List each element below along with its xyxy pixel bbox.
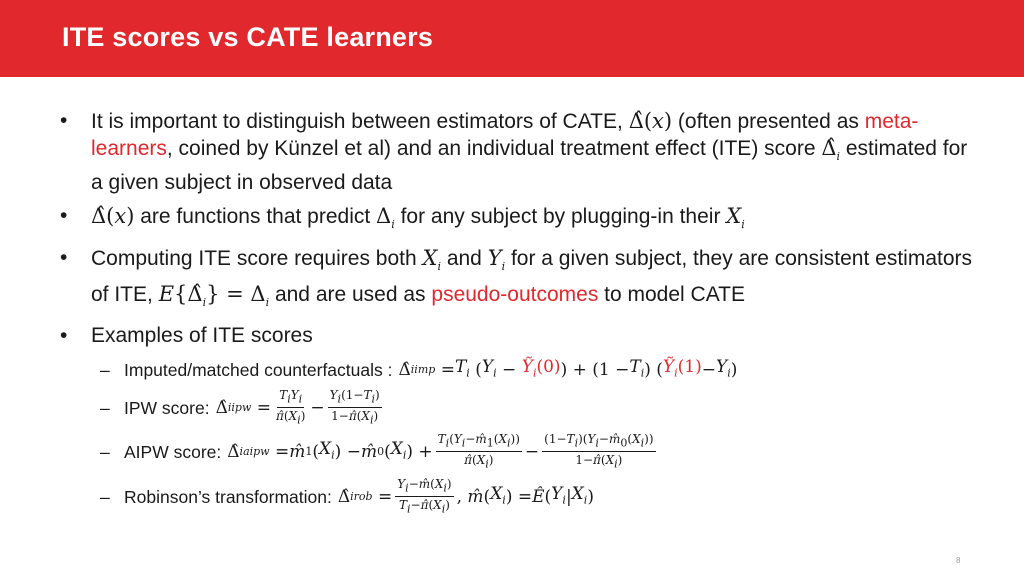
bullet-dot: • [60,323,68,347]
example-aipw [60,429,980,475]
math-delta-hat-x: Δ̂(x) [91,204,135,229]
slide-title: ITE scores vs CATE learners [62,22,434,52]
formula-aipw: Δ̂ i aipw = m̂ 1 ( $X_i$ ) − m̂ 0 ( $X_i$ ) + $\frac{T_i(Y_i-m̂_1(X_i))}{\pî(X_i)}$ − $\frac{(1-T_i)(Y_i-m̂_0(X_i))}{1-\pî(X_i)}$ [227,431,654,471]
bullet-text: for any subject by plugging-in their [394,205,727,229]
example-imputed [60,353,980,387]
bullet-text: , coined by Künzel et al) and an individual treatment effect (ITE) score [166,137,822,160]
formula-robinson: Δ̂ i rob = $\frac{Y_i-m̂(X_i)}{T_i-\pî(X_i)}$ , m̂ ( $X_i$ ) = Ê ( $Y_i$ | $X_i$ ) [337,476,594,516]
sub-bullet-dash: – [100,486,110,507]
math-delta-i: $\Delta_i$ [376,204,395,232]
title-bar [0,0,1024,77]
bullet-text: to model CATE [598,282,745,306]
math-x-i: $X_i$ [422,246,441,274]
bullet-text: (often presented as [672,110,865,133]
bullet-dot: • [60,246,68,270]
example-ipw [60,387,980,429]
example-label: Robinson’s transformation: [124,486,332,507]
math-delta-hat-x: Δ̂(x) [628,109,673,133]
example-label: AIPW score: [124,441,222,462]
bullet-dot: • [60,109,68,132]
bullet-text: and [440,247,488,271]
sub-bullet-dash: – [100,359,110,380]
formula-ipw: Δ̂ i ipw = $\frac{T_iY_i}{\pî(X_i)}$ − $\frac{Y_i(1-T_i)}{1-\pî(X_i)}$ [215,387,380,427]
page-number: 8 [956,556,961,565]
example-label: Imputed/matched counterfactuals : [124,359,393,380]
bullet-text: Computing ITE score requires both [91,247,423,271]
bullet-3 [60,245,980,315]
sub-bullet-dash: – [100,397,110,418]
bullet-4 [60,323,980,349]
bullet-text: for a given subject, they are consistent estimators of ITE, [91,247,973,306]
bullet-text: and are used as [269,282,432,306]
bullet-text: estimated for a given subject in observed data [91,137,968,195]
math-expectation: $E\{\Deltâ_i\} = \Delta_i$ [158,281,270,309]
bullet-2 [60,203,980,238]
bullet-text: are functions that predict [134,205,377,229]
bullet-1 [60,108,980,196]
sub-bullet-dash: – [100,441,110,462]
bullet-text: It is important to distinguish between estimators of CATE, [91,110,629,133]
slide-body [60,108,980,519]
example-robinson [60,475,980,519]
math-delta-hat-i: $\Deltâ_i$ [821,136,841,164]
example-label: IPW score: [124,397,210,418]
bullet-dot: • [60,204,68,228]
math-y-i: $Y_i$ [487,246,506,274]
formula-imputed: Δ̂ i imp = $T_i$ ( $Y_i$ − Ỹ$_i$(0) ) + (1 − $T_i$ ) ( Ỹ$_i$(1) − $Y_i$ ) [398,356,738,380]
highlight-pseudo-outcomes: pseudo-outcomes [431,282,599,306]
math-x-i: $X_i$ [726,204,745,232]
highlight-meta-learners: meta-learners [91,110,919,160]
bullet-text: Examples of ITE scores [91,323,313,347]
